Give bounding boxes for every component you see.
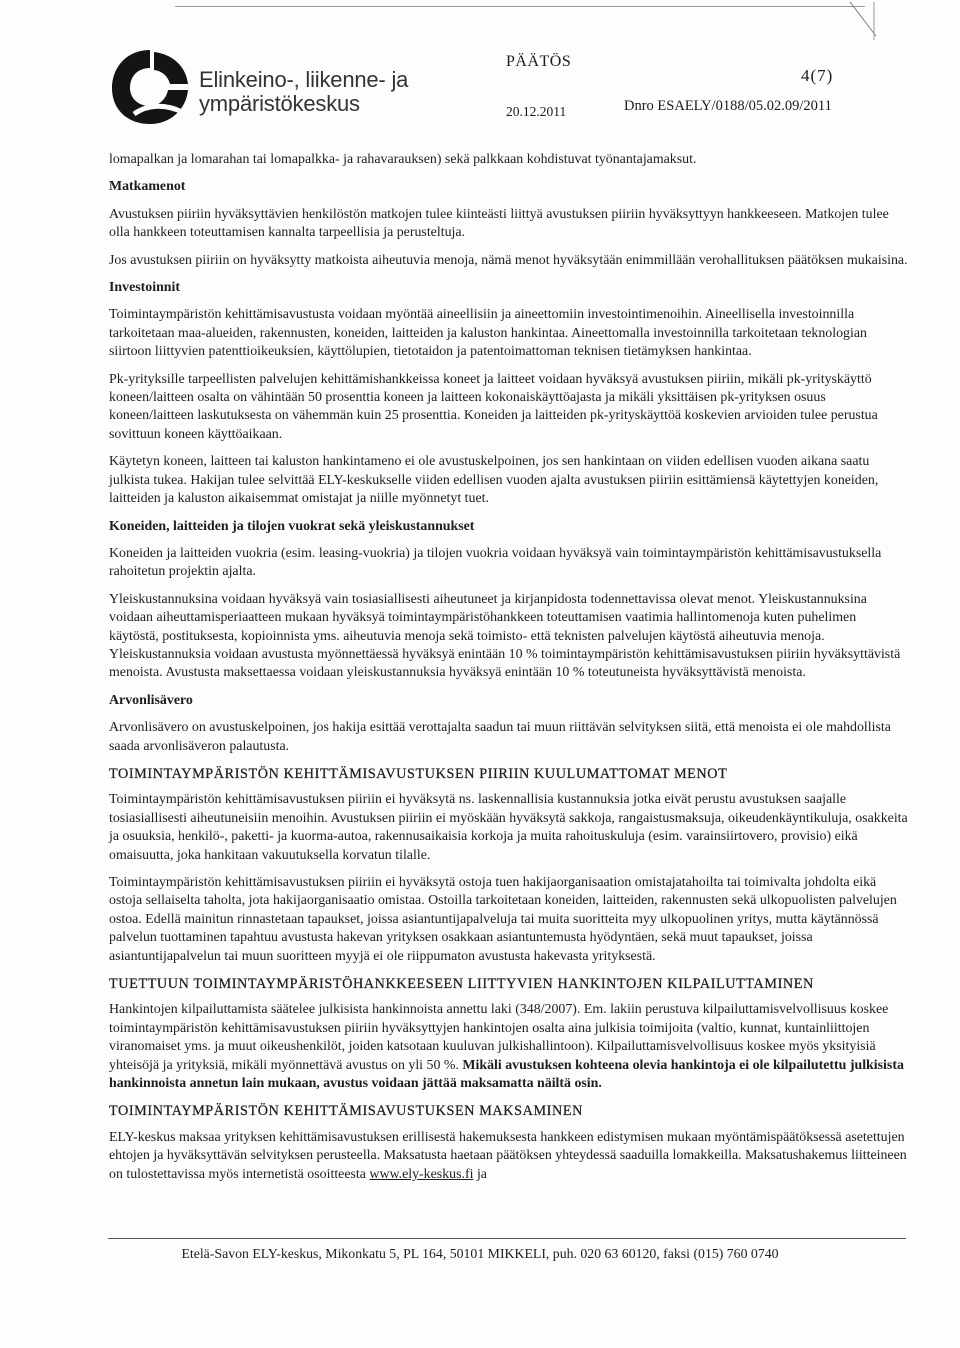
- corner-fold-mark: [848, 0, 878, 40]
- heading-arvonlisavero: Arvonlisävero: [109, 692, 193, 708]
- paragraph-kuulumattomat-1: Toimintaympäristön kehittämisavustuksen piiriin ei hyväksytä ns. laskennallisia kustannuksia jotka eivät perustu avustuksen saajalle tosiasiallisesti aiheutuneisiin menoihin. Avustuksen piiriin ei myöskään hyväksytä sakkoja, rangaistusmaksuja, oikeudenkäyntikuluja, osakkeita ja osuuksia, henkilö-, paketti- ja kuorma-autoa, rakennusaikaisia korkoja ja muita rahoituskuluja (esim. varainsiirtovero, provisio) eikä omaisuutta, joka hankitaan vakuutuksella korvatun tilalle.: [109, 792, 908, 863]
- organisation-name: [199, 68, 408, 116]
- heading-maksaminen: TOIMINTAYMPÄRISTÖN KEHITTÄMISAVUSTUKSEN MAKSAMINEN: [109, 1103, 583, 1120]
- ely-keskus-link[interactable]: www.ely-keskus.fi: [369, 1166, 474, 1182]
- org-name-line1: Elinkeino-, liikenne- ja: [199, 67, 409, 92]
- paragraph-intro: lomapalkan ja lomarahan tai lomapalkka- ja rahavarauksen) sekä palkkaan kohdistuvat työnantajamaksut.: [109, 152, 697, 167]
- ely-logo-icon: [108, 44, 192, 128]
- maksaminen-tail: ja: [476, 1166, 487, 1182]
- heading-vuokrat: Koneiden, laitteiden ja tilojen vuokrat sekä yleiskustannukset: [109, 518, 475, 534]
- paragraph-maksaminen: [109, 1129, 909, 1184]
- paragraph-investoinnit-2: Pk-yrityksille tarpeellisten palvelujen kehittämishankkeissa koneet ja laitteet voidaan hyväksyä avustuksen piiriin, mikäli pk-yrityskäyttö koneen/laitteen osalta on vähintään 50 prosenttia koneen ja laitteen kokonaiskäyttöajasta ja mikäli yksittäisen pk-yrityksen osuus koneen/laitteen laskutuksesta on vähemmän kuin 25 prosenttia. Koneiden ja laitteiden pk-yrityskäyttöä koskevien arvioiden tulee perustua sovittuun koneen käyttöaikaan.: [109, 371, 878, 442]
- heading-matkamenot: Matkamenot: [109, 179, 186, 195]
- paragraph-hankinnat: [109, 1001, 909, 1093]
- paragraph-matka-2: Jos avustuksen piiriin on hyväksytty matkoista aiheutuvia menoja, nämä menot hyväksytään enimmillään verohallituksen päätöksen mukaisina.: [109, 252, 908, 268]
- org-name-line2: ympäristökeskus: [199, 91, 360, 116]
- paragraph-investoinnit-1: Toimintaympäristön kehittämisavustusta voidaan myöntää aineellisiin ja aineettomiin investointimenoihin. Aineellisella investoinnilla tarkoitetaan maa-alueiden, rakennusten, koneiden, laitteiden ja kaluston hankintaa. Aineettomalla investoinnilla tarkoitetaan teknologian siirtoon liittyvien patenttioikeuksien, käyttölupien, tietotaidon ja patentoimattoman teknisen tietämyksen hankintaa.: [109, 307, 867, 360]
- paragraph-matka-1: Avustuksen piiriin hyväksyttävien henkilöstön matkojen tulee kiinteästi liittyä avustuksen piiriin hyväksyttyyn hankkeeseen. Matkojen tulee olla hankkeen toteuttamisen kannalta tarpeellisia ja perusteltuja.: [109, 206, 889, 241]
- hankinnat-text: Hankintojen kilpailuttamista säätelee julkisista hankinnoista annettu laki (348/2007). Em. lakiin perustuva kilpailuttamisvelvollisuus koskee toimintaympäristön kehittämisavustuksen piiriin hyväksyttyjen hankintojen osalta aina julkisia toimijoita (valtio, kunnat, kuntainliittojen viranomaiset yms. ja muut oikeushenkilöt, joiden katsotaan kuuluvan julkishallintoon). Kilpailuttamisvelvollisuus koskee myös yksityisiä yhteisöjä ja yrityksiä, mikäli myönnettävä avustus on yli 50 %.: [109, 1002, 889, 1073]
- page-number: 4(7): [801, 66, 834, 85]
- document-body: [109, 151, 909, 1193]
- heading-kuulumattomat-menot: TOIMINTAYMPÄRISTÖN KEHITTÄMISAVUSTUKSEN PIIRIIN KUULUMATTOMAT MENOT: [109, 765, 728, 782]
- heading-hankintojen-kilpailuttaminen: TUETTUUN TOIMINTAYMPÄRISTÖHANKKEESEEN LIITTYVIEN HANKINTOJEN KILPAILUTTAMINEN: [109, 976, 814, 993]
- paragraph-investoinnit-3: Käytetyn koneen, laitteen tai kaluston hankintameno ei ole avustuskelpoinen, jos sen hankintaan on viiden edellisen vuoden aikana saatu julkista tukea. Hakijan tulee selvittää ELY-keskukselle viiden edellisen vuoden ajalta avustuksen piiriin esittämiensä käytettyjen koneiden, laitteiden ja kaluston aikaisemmat omistajat ja niille myönnetyt tuet.: [109, 454, 879, 507]
- footer-divider: [108, 1238, 906, 1239]
- document-date: 20.12.2011: [506, 104, 567, 119]
- paragraph-arvonlisavero: Arvonlisävero on avustuskelpoinen, jos hakija esittää verottajalta saadun tai muun riittävän selvityksen siitä, että menoista ei ole mahdollista saada arvonlisäveron palautusta.: [109, 720, 891, 754]
- maksaminen-text: ELY-keskus maksaa yrityksen kehittämisavustuksen erillisestä hakemuksesta hankkeen edistymisen mukaan myöntämispäätöksessä asetettujen ehtojen ja hyväksyttävän selvityksen perusteella. Maksatusta haetaan päätöksen yhteydessä saaduilla lomakkeilla. Maksatushakemus liitteineen on tulostettavissa myös internetistä osoitteesta: [109, 1129, 907, 1182]
- heading-investoinnit: Investoinnit: [109, 280, 181, 296]
- diary-number: Dnro ESAELY/0188/05.02.09/2011: [624, 98, 832, 114]
- document-type: PÄÄTÖS: [506, 53, 572, 70]
- paragraph-vuokrat: Koneiden ja laitteiden vuokria (esim. leasing-vuokria) ja tilojen vuokria voidaan hyväksyä vain toimintaympäristön kehittämisavustuksella rahoitetun projektin ajalta.: [109, 545, 882, 580]
- top-scan-line: [175, 6, 865, 7]
- footer-address: Etelä-Savon ELY-keskus, Mikonkatu 5, PL 164, 50101 MIKKELI, puh. 020 63 60120, faksi (015) 760 0740: [181, 1246, 779, 1261]
- hankinnat-bold-text: Mikäli avustuksen kohteena olevia hankintoja ei ole kilpailutettu julkisista hankinnoista annetun lain mukaan, avustus voidaan jättää maksamatta näiltä osin.: [109, 1057, 904, 1092]
- paragraph-yleiskustannukset: Yleiskustannuksina voidaan hyväksyä vain tosiasiallisesti aiheutuneet ja kirjanpidosta todennettavissa olevat menot. Yleiskustannuksina voidaan aiheuttamisperiaatteen mukaan hyväksyä toimintaympäristöhankkeen toteuttamisen vaatimia hallintomenoja kuten puhelimen käytöstä, postituksesta, kopioinnista yms. aiheutuvia menoja sekä toimisto- että teknisten palvelujen käytöstä aiheutuvia menoja. Yleiskustannuksia voidaan avustusta myönnettäessä hyväksyä enintään 10 % toimintaympäristön kehittämisavustuksen piiriin hyväksyttävistä menoista. Avustusta maksettaessa voidaan yleiskustannuksia hyväksyä enintään 10 % toteutuneista hyväksyttävistä menoista.: [109, 591, 901, 681]
- paragraph-kuulumattomat-2: Toimintaympäristön kehittämisavustuksen piiriin ei hyväksytä ostoja tuen hakijaorganisaation omistajatahoilta tai toimivalta johdolta eikä ostoja sellaiselta taholta, jota hakijaorganisaatio omistaa. Ostoilla tarkoitetaan koneiden, laitteiden, rakennusten sekä ulkopuolisten palvelujen ostoa. Edellä mainitun rinnastetaan tapaukset, joissa asiantuntijapalveluja tai muita suoritteita myy ulkopuolinen yritys, mutta käytännössä palvelun tuottaminen tapahtuu avustusta hakevan yrityksen osakkaan asiantuntemusta hyödyntäen, sekä muut tapaukset, joissa asiantuntijapalvelun tai muun suoritteen myyjä ei ole riippumaton avustusta hakevasta yrityksestä.: [109, 875, 897, 964]
